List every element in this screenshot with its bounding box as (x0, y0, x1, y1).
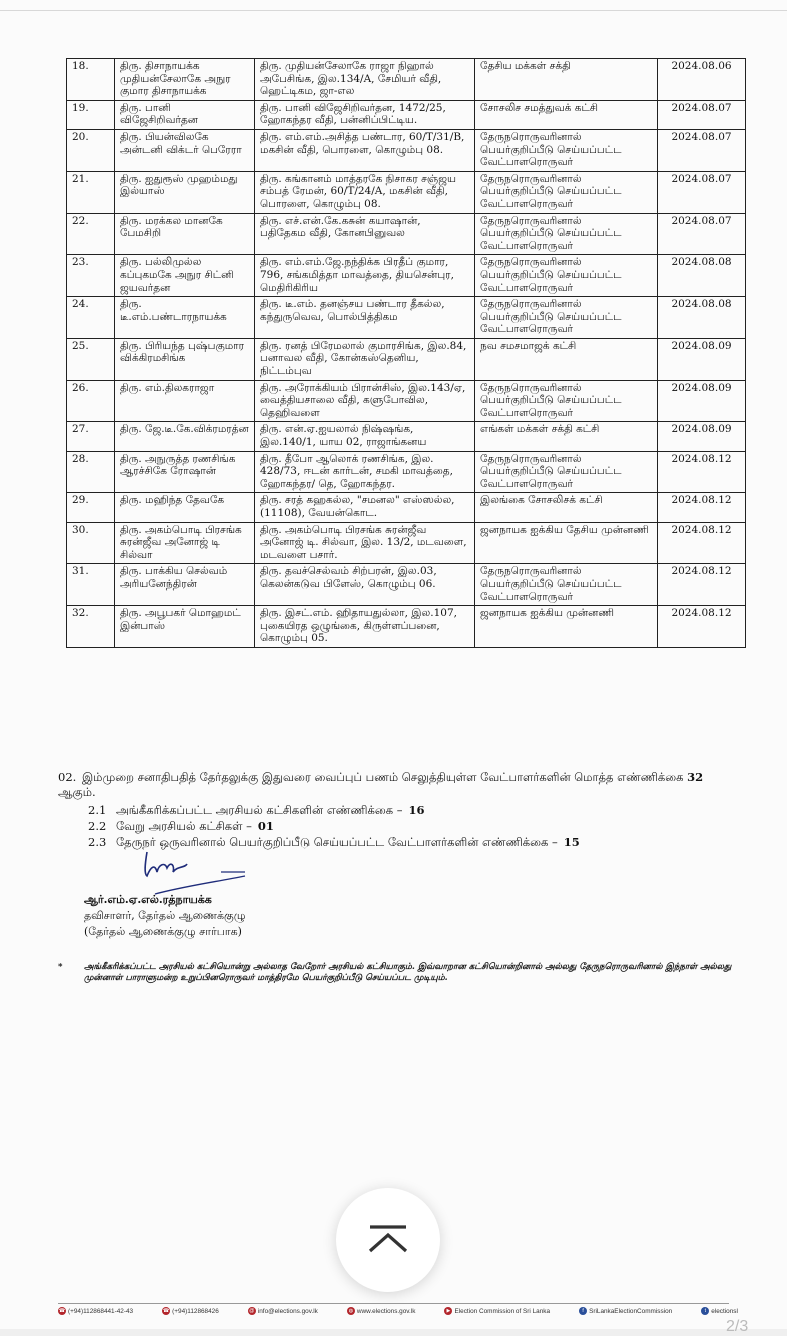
cell-date: 2024.08.12 (658, 493, 746, 522)
cell-date: 2024.08.09 (658, 380, 746, 422)
cell-party: தேசிய மக்கள் சக்தி (475, 59, 658, 101)
cell-number: 25. (67, 338, 115, 380)
contact-footer (58, 1307, 738, 1315)
cell-candidate-name: திரு. டீ.எம்.பண்டாரநாயக்க (115, 297, 255, 339)
cell-party: ஜனநாயக ஐக்கிய தேசிய முன்னணி (475, 522, 658, 564)
page-indicator: 2/3 (726, 1318, 749, 1335)
cell-candidate-name: திரு. பாக்கிய செல்வம் அரியனேந்திரன் (115, 564, 255, 606)
cell-proposer-address: திரு. இசட்.எம். ஹிதாயதுல்லா, இல.107, புகையிரத ஒழுங்கை, கிருள்ளப்பனை, கொழும்பு 05. (255, 606, 475, 648)
summary-suffix: ஆகும். (58, 785, 96, 799)
cell-candidate-name: திரு. பியன்விலகே அன்டனி விக்டர் பெரேரா (115, 129, 255, 171)
cell-date: 2024.08.12 (658, 564, 746, 606)
summary-lead (58, 770, 758, 800)
cell-proposer-address: திரு. எச்.என்.கே.கசுன் கயாஷான், பதிதேகம வீதி, கோனபினுவல (255, 213, 475, 255)
cell-number: 19. (67, 100, 115, 129)
cell-candidate-name: திரு. மஹிந்த தேவகே (115, 493, 255, 522)
cell-candidate-name: திரு. பானி விஜேசிறிவர்தன (115, 100, 255, 129)
cell-date: 2024.08.07 (658, 100, 746, 129)
cell-proposer-address: திரு. டீ.எம். தனஞ்சய பண்டார தீகல்ல, கந்துருவெவ, பொல்பித்திகம (255, 297, 475, 339)
footer-handle[interactable]: f SriLankaElectionCommission (579, 1307, 672, 1315)
candidates-table (66, 58, 746, 648)
footnote-text: அங்கீகரிக்கப்பட்ட அரசியல் கட்சியொன்று அல்லாத வேறோர் அரசியல் கட்சியாகும். இவ்வாறான கட்சியொன்றினால் அல்லது தேருநரொருவரினால் இந்நாள் அல்லது முன்னாள் பாராளுமன்ற உறுப்பினரொருவர் மாத்திரமே பெயர்குறிப்பீடு செய்யப்பட முடியும். (84, 962, 732, 983)
summary-item: 2.1 அங்கீகரிக்கப்பட்ட அரசியல் கட்சிகளின் எண்ணிக்கை – 16 (88, 803, 425, 817)
summary-total-count: 32 (687, 770, 704, 784)
youtube-icon: ▶ (444, 1307, 452, 1315)
cell-number: 32. (67, 606, 115, 648)
footnote-mark: * (58, 962, 63, 972)
cell-number: 30. (67, 522, 115, 564)
cell-candidate-name: திரு. அகம்பொடி பிரசங்க சுரன்ஜீவ அனோஜ் டி சில்வா (115, 522, 255, 564)
footer-twitter[interactable]: t electionsl (701, 1307, 738, 1315)
cell-proposer-address: திரு. அகம்பொடி பிரசங்க சுரன்ஜீவ அனோஜ் டி. சில்வா, இல. 13/2, மடவளை, மடவளை பசார். (255, 522, 475, 564)
cell-candidate-name: திரு. ஐதுரூஸ் முஹம்மது இல்யாஸ் (115, 171, 255, 213)
cell-proposer-address: திரு. கங்கானம் மாத்தரகே நிசாகர சஞ்ஜய சம்பத் ரேமன், 60/T/24/A, மகசின் வீதி, பொரளை, கொழும்பு 08. (255, 171, 475, 213)
cell-party: எங்கள் மக்கள் சக்தி கட்சி (475, 422, 658, 451)
candidate-row (67, 213, 746, 255)
footer-phone2: ☎ (+94)112868426 (163, 1307, 219, 1315)
candidate-row (67, 297, 746, 339)
footer-org[interactable]: ▶ Election Commission of Sri Lanka (444, 1307, 550, 1315)
cell-number: 28. (67, 451, 115, 493)
twitter-icon: t (701, 1307, 709, 1315)
cell-number: 24. (67, 297, 115, 339)
cell-date: 2024.08.12 (658, 451, 746, 493)
signer-name: ஆர்.எம்.ஏ.எல்.ரத்நாயக்க (84, 893, 212, 906)
cell-date: 2024.08.07 (658, 129, 746, 171)
top-rule (0, 10, 787, 11)
cell-number: 21. (67, 171, 115, 213)
summary-section (58, 770, 758, 851)
cell-number: 27. (67, 422, 115, 451)
candidate-row (67, 380, 746, 422)
signer-block (84, 892, 246, 940)
cell-party: தேருநரொருவரினால் பெயர்குறிப்பீடு செய்யப்பட்ட வேட்பாளரொருவர் (475, 564, 658, 606)
candidate-row (67, 564, 746, 606)
cell-party: தேருநரொருவரினால் பெயர்குறிப்பீடு செய்யப்பட்ட வேட்பாளரொருவர் (475, 213, 658, 255)
cell-candidate-name: திரு. திசாநாயக்க முதியன்சேலாகே அநுர குமார திசாநாயக்க (115, 59, 255, 101)
candidate-row (67, 59, 746, 101)
cell-date: 2024.08.07 (658, 213, 746, 255)
cell-party: தேருநரொருவரினால் பெயர்குறிப்பீடு செய்யப்பட்ட வேட்பாளரொருவர் (475, 297, 658, 339)
candidate-row (67, 451, 746, 493)
cell-number: 29. (67, 493, 115, 522)
cell-number: 31. (67, 564, 115, 606)
cell-candidate-name: திரு. மரக்கல மானகே பேமசிறி (115, 213, 255, 255)
cell-proposer-address: திரு. அரோக்கியம் பிரான்சிஸ், இல.143/ஏ, வைத்தியசாலை வீதி, களுபோவில, தெஹிவளை (255, 380, 475, 422)
cell-proposer-address: திரு. சரத் கஹகல்ல, "சமனல" எஸ்ஸல்ல, (11108), வேயன்கொட. (255, 493, 475, 522)
cell-number: 22. (67, 213, 115, 255)
cell-proposer-address: திரு. முதியன்சேலாகே ராஜா நிஹால் அபேசிங்க, இல.134/A, சேமியர் வீதி, ஹெட்டிகம, ஜா-எல (255, 59, 475, 101)
cell-candidate-name: திரு. பல்லிமுல்ல கப்புகமகே அநுர சிட்னி ஜயவர்தன (115, 255, 255, 297)
cell-candidate-name: திரு. அபூபகர் மொஹமட் இன்பாஸ் (115, 606, 255, 648)
candidate-row (67, 100, 746, 129)
cell-candidate-name: திரு. பிரியந்த புஷ்பகுமார விக்கிரமசிங்க (115, 338, 255, 380)
cell-party: தேருநரொருவரினால் பெயர்குறிப்பீடு செய்யப்பட்ட வேட்பாளரொருவர் (475, 380, 658, 422)
cell-party: இலங்கை சோசலிசக் கட்சி (475, 493, 658, 522)
cell-candidate-name: திரு. ஜே.டீ.கே.விக்ரமரத்ன (115, 422, 255, 451)
cell-proposer-address: திரு. எம்.எம்.அசித்த பண்டார, 60/T/31/B, மகசின் வீதி, பொரளை, கொழும்பு 08. (255, 129, 475, 171)
email-icon: @ (249, 1308, 255, 1314)
cell-date: 2024.08.12 (658, 606, 746, 648)
cell-date: 2024.08.09 (658, 338, 746, 380)
footer-rule (58, 1303, 729, 1304)
candidate-row (67, 606, 746, 648)
footer-phone1: ☎ (+94)112868441-42-43 (58, 1307, 134, 1315)
cell-number: 20. (67, 129, 115, 171)
cell-candidate-name: திரு. அநுருத்த ரணசிங்க ஆரச்சிகே ரோஷான் (115, 451, 255, 493)
scroll-to-top-button[interactable] (336, 1188, 440, 1292)
cell-number: 26. (67, 380, 115, 422)
summary-number: 02. (58, 770, 77, 784)
cell-party: தேருநரொருவரினால் பெயர்குறிப்பீடு செய்யப்பட்ட வேட்பாளரொருவர் (475, 171, 658, 213)
cell-party: சோசலிச சமத்துவக் கட்சி (475, 100, 658, 129)
cell-proposer-address: திரு. எம்.எம்.ஜே.நந்திக்க பிரதீப் குமார, 796, சங்கமித்தா மாவத்தை, தியசென்புர, மெதிரிகிரிய (255, 255, 475, 297)
cell-date: 2024.08.09 (658, 422, 746, 451)
cell-party: தேருநரொருவரினால் பெயர்குறிப்பீடு செய்யப்பட்ட வேட்பாளரொருவர் (475, 129, 658, 171)
cell-party: தேருநரொருவரினால் பெயர்குறிப்பீடு செய்யப்பட்ட வேட்பாளரொருவர் (475, 451, 658, 493)
cell-proposer-address: திரு. தவச்செல்வம் சிற்பரன், இல.03, கெலன்கடுவ பிளேஸ், கொழும்பு 06. (255, 564, 475, 606)
chevron-up-icon (366, 1225, 410, 1255)
candidate-row (67, 493, 746, 522)
cell-proposer-address: திரு. ரனத் பிரேமலால் குமாரசிங்க, இல.84, பனாவல வீதி, கோன்கஸ்தெனிய, நிட்டம்புவ (255, 338, 475, 380)
globe-icon: ◍ (348, 1308, 354, 1314)
fax-icon: ☎ (163, 1308, 170, 1314)
cell-number: 23. (67, 255, 115, 297)
candidate-row (67, 338, 746, 380)
candidate-row (67, 129, 746, 171)
candidate-row (67, 255, 746, 297)
cell-candidate-name: திரு. எம்.திலகராஜா (115, 380, 255, 422)
footer-email[interactable]: @ info@elections.gov.lk (249, 1307, 318, 1315)
cell-party: நவ சமசமாஜக் கட்சி (475, 338, 658, 380)
summary-item: 2.3 தேருநர் ஒருவரினால் பெயர்குறிப்பீடு செய்யப்பட்ட வேட்பாளர்களின் எண்ணிக்கை – 15 (88, 835, 580, 849)
summary-item: 2.2 வேறு அரசியல் கட்சிகள் – 01 (88, 819, 274, 833)
cell-date: 2024.08.07 (658, 171, 746, 213)
summary-text: இம்முறை சனாதிபதித் தேர்தலுக்கு இதுவரை வைப்புப் பணம் செலுத்தியுள்ள வேட்பாளர்களின் மொத்த எண்ணிக்கை (82, 770, 684, 784)
signer-on-behalf: (தேர்தல் ஆணைக்குழு சார்பாக) (84, 925, 242, 938)
footer-web[interactable]: ◍ www.elections.gov.lk (348, 1307, 416, 1315)
facebook-icon: f (579, 1307, 587, 1315)
cell-date: 2024.08.08 (658, 297, 746, 339)
candidate-row (67, 522, 746, 564)
cell-date: 2024.08.06 (658, 59, 746, 101)
cell-party: தேருநரொருவரினால் பெயர்குறிப்பீடு செய்யப்பட்ட வேட்பாளரொருவர் (475, 255, 658, 297)
cell-number: 18. (67, 59, 115, 101)
candidate-row (67, 171, 746, 213)
phone-icon: ☎ (58, 1308, 66, 1314)
cell-proposer-address: திரு. பானி விஜேசிறிவர்தன, 1472/25, ஹோகந்தர வீதி, பன்னிப்பிட்டிய. (255, 100, 475, 129)
cell-date: 2024.08.12 (658, 522, 746, 564)
cell-party: ஜனநாயக ஐக்கிய முன்னணி (475, 606, 658, 648)
signer-title: தவிசாளர், தேர்தல் ஆணைக்குழு (84, 909, 246, 922)
candidate-row (67, 422, 746, 451)
cell-proposer-address: திரு. என்.ஏ.ஐயலால் நிஷ்ஷங்க, இல.140/1, யாய 02, ராஜாங்கனய (255, 422, 475, 451)
cell-date: 2024.08.08 (658, 255, 746, 297)
cell-proposer-address: திரு. தீபோ ஆலொக் ரணசிங்க, இல. 428/73, ஈடன் கார்டன், சமகி மாவத்தை, ஹோகந்தர/ தெ, ஹோகந்தர. (255, 451, 475, 493)
